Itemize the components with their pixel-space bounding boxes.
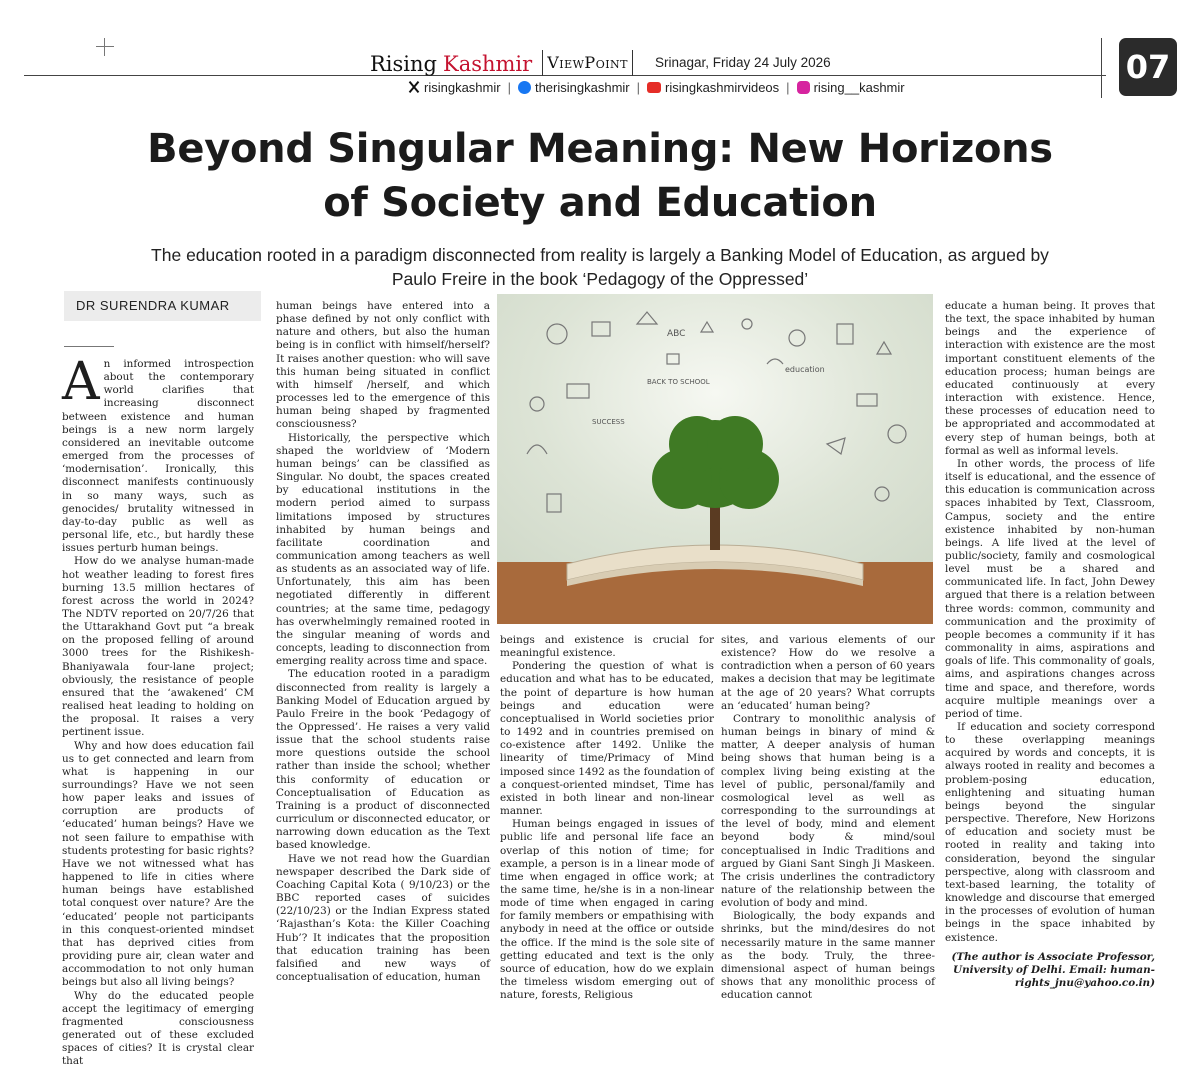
wooden-table — [497, 562, 933, 624]
brand-rising: Rising — [370, 52, 437, 76]
byline-rule — [64, 346, 114, 347]
illustration-label: education — [785, 365, 825, 374]
paragraph: human beings have entered into a phase defined by not only conflict with nature and others, but also the human being is in conflict with himself/herself? It raises another question: who will save this human being situated in conflict with himself /herself, and which processes led to the emergence of this human being shaped by fragmented consciousness? — [276, 300, 490, 432]
section-name: ViewPoint — [542, 50, 633, 76]
crop-mark — [96, 38, 114, 56]
masthead-vertical-rule — [1101, 38, 1102, 98]
paragraph: beings and existence is crucial for meaningful existence. — [500, 634, 714, 660]
page-number: 07 — [1119, 38, 1177, 96]
paragraph: Human beings engaged in issues of public life and personal life face an overlap of this notion of time; for example, a person is in a linear mode of time when engaged in office work; at the same time, he/she is in a non-linear mode of time when engaged in caring for family members or empathising with anybody in need at the office or outside the office. If the mind is the sole site of getting educated and text is the only source of education, how do we explain the timeless wisdom emerging out of nature, forests, Religious — [500, 818, 714, 1002]
paragraph: Why and how does education fail us to get connected and learn from what is happening in our surroundings? Have we not seen how paper leaks and issues of corruption are products of ‘educated’ human beings? Have we not seen failure to empathise with students protesting for basic rights? Have we not witnessed what has happened to life in cities where human beings have established total conquest over nature? Are the ‘educated’ people not participants in this conquest-oriented mindset that has deprived cities from providing pure air, clean water and accommodation to not only human beings but also all living beings? — [62, 740, 254, 990]
separator: | — [508, 80, 511, 95]
separator: | — [637, 80, 640, 95]
paragraph-text: n informed introspection about the contemporary world clarifies that increasing disconnect between existence and human beings is a new norm largely considered an inevitable outcome emerged from the processes of ‘modernisation’. Ironically, this disconnect manifests continuously in so many ways, such as genocides/ brutality witnessed in day-to-day public as well as personal life, etc., but hardly these issues perturb human beings. — [62, 358, 254, 554]
paragraph: educate a human being. It proves that the text, the space inhabited by human beings and the experience of interaction with existence are the most important constituent elements of the education process; human beings are educated continuously at every interaction with existence. Hence, these processes of education need to be appropriated and accommodated at every step of human beings, both at formal as well as informal levels. — [945, 300, 1155, 458]
article-illustration — [497, 294, 933, 624]
social-handle: therisingkashmir — [535, 80, 630, 95]
byline: DR SURENDRA KUMAR — [64, 291, 261, 321]
paragraph: The education rooted in a paradigm disconnected from reality is largely a Banking Model of Education argued by Paulo Freire in the book ‘Pedagogy of the Oppressed’. He raises a very valid issue that the school students raise more questions outside the school rather than inside the school; whether this conformity of education or Conceptualisation of Education as Training is a product of disconnected curriculum or disconnected educator, or narrowing down education as the Text based knowledge. — [276, 668, 490, 852]
instagram-icon — [797, 81, 810, 94]
illustration-label: ABC — [667, 329, 685, 339]
headline-line-1: Beyond Singular Meaning: New Horizons — [147, 126, 1053, 172]
paragraph: Have we not read how the Guardian newspaper described the Dark side of Coaching Capital Kota ( 9/10/23) or the BBC reported cases of suicides (22/10/23) or the Indian Express stated ‘Rajasthan’s Kota: the Killer Coaching Hub’? It indicates that the proposition that education training has been falsified and new ways of conceptualisation of education, human — [276, 853, 490, 985]
social-handle: rising__kashmir — [814, 80, 905, 95]
paragraph: In other words, the process of life itself is educational, and the essence of this education is communication across spaces inhabited by Text, Classroom, Campus, society and the entire existence inhabited by non-human beings. A life lived at the level of public/society, family and cosmological level must be a shared and communicated life. In fact, John Dewey argued that there is a relation between three words: common, community and communication and the proximity of people becomes a community if it has commonality in aims, aspirations and goals of life. This commonality of goals, aims, and aspirations changes across time and space, and therefore, words acquire multiple meanings over a period of time. — [945, 458, 1155, 721]
article-column-4 — [721, 634, 935, 934]
facebook-icon — [518, 81, 531, 94]
deck: The education rooted in a paradigm disconnected from reality is largely a Banking Model of Education, as argued by Paulo Freire in the book ‘Pedagogy of the Oppressed’ — [130, 243, 1070, 291]
paragraph: If education and society correspond to these overlapping meanings acquired by words and concepts, it is always rooted in reality and becomes a problem-posing education, enlightening and situating human beings beyond the singular perspective. Therefore, New Horizons of education and society must be rooted in reality and taking into consideration, beyond the singular perspective, along with classroom and text-based learning, the totality of knowledge and discourse that emerged in the processes of evolution of human beings in the space inhabited by existence. — [945, 721, 1155, 945]
brand-kashmir: Kashmir — [443, 52, 532, 76]
headline-line-2: of Society and Education — [323, 180, 877, 226]
paragraph: Biologically, the body expands and shrinks, but the mind/desires do not necessarily mature in the same manner as the body. Truly, the three-dimensional aspect of human beings shows that any monolithic process of education cannot — [721, 910, 935, 1002]
article-column-3 — [500, 634, 714, 934]
dateline: Srinagar, Friday 24 July 2026 — [655, 50, 831, 76]
social-handles — [408, 80, 905, 95]
social-handle: risingkashmirvideos — [665, 80, 779, 95]
paragraph: How do we analyse human-made hot weather leading to forest fires burning 13.5 million hectares of forest across the world in 2024? The NDTV reported on 20/7/26 that the Uttarakhand Govt put “a break on the proposed felling of around 3000 trees for the Rishikesh- Bhaniyawala four-lane project; obviously, the resistance of people ensured that the ‘awakened’ CM realised heat leading to holding on the proposal. It raises a very pertinent issue. — [62, 555, 254, 739]
article-column-1 — [62, 358, 254, 928]
x-icon — [408, 81, 420, 94]
illustration-label: BACK TO SCHOOL — [647, 378, 710, 386]
paragraph: Why do the educated people accept the legitimacy of emerging fragmented consciousness generated out of these excluded spaces of cities? It is crystal clear that — [62, 990, 254, 1068]
tree-book-illustration — [497, 294, 933, 624]
paragraph: Pondering the question of what is education and what has to be educated, the point of departure is how human beings and education were conceptualised in World societies prior to 1492 and in countries premised on co-existence after 1492. Unlike the linearity of time/Primacy of Mind imposed since 1492 as the foundation of a conquest-oriented mindset, Time has existed in both linear and non-linear manner. — [500, 660, 714, 818]
article-column-5 — [945, 300, 1155, 930]
article-column-2 — [276, 300, 490, 930]
social-handle: risingkashmir — [424, 80, 501, 95]
separator: | — [786, 80, 789, 95]
dropcap: A — [62, 360, 100, 404]
paragraph — [62, 358, 254, 555]
headline — [70, 122, 1130, 230]
illustration-label: SUCCESS — [592, 418, 625, 426]
masthead — [370, 46, 831, 76]
paragraph: sites, and various elements of our existence? How do we resolve a contradiction when a person of 60 years makes a decision that may be legitimate at the age of 20 years? What corrupts an ‘educated’ human being? — [721, 634, 935, 713]
youtube-icon — [647, 82, 661, 93]
paragraph: Historically, the perspective which shaped the worldview of ‘Modern human beings’ can be classified as Singular. No doubt, the spaces created by educational institutions in the modern period aimed to surpass limitations imposed by structures inhabited by human beings and facilitate coordination and communication among teachers as well as students as an associated way of life. Unfortunately, this aim has been negotiated differently in different countries; at the same time, pedagogy has overwhelmingly remained rooted in the singular meaning of words and concepts, leading to disconnection from emerging reality across time and space. — [276, 432, 490, 669]
paragraph: Contrary to monolithic analysis of human beings in binary of mind & matter, A deeper analysis of human being shows that human being is a complex living being existing at the level of public, personal/family and cosmological level as well as corresponding to the surroundings at the level of body, mind and element beyond body & mind/soul conceptualised in Indic Traditions and argued by Giani Sant Singh Ji Maskeen. The crisis underlines the contradictory nature of the relationship between the evolution of body and mind. — [721, 713, 935, 910]
author-credit: (The author is Associate Professor, University of Delhi. Email: human-rights_jnu@yahoo.co.in) — [945, 951, 1155, 990]
